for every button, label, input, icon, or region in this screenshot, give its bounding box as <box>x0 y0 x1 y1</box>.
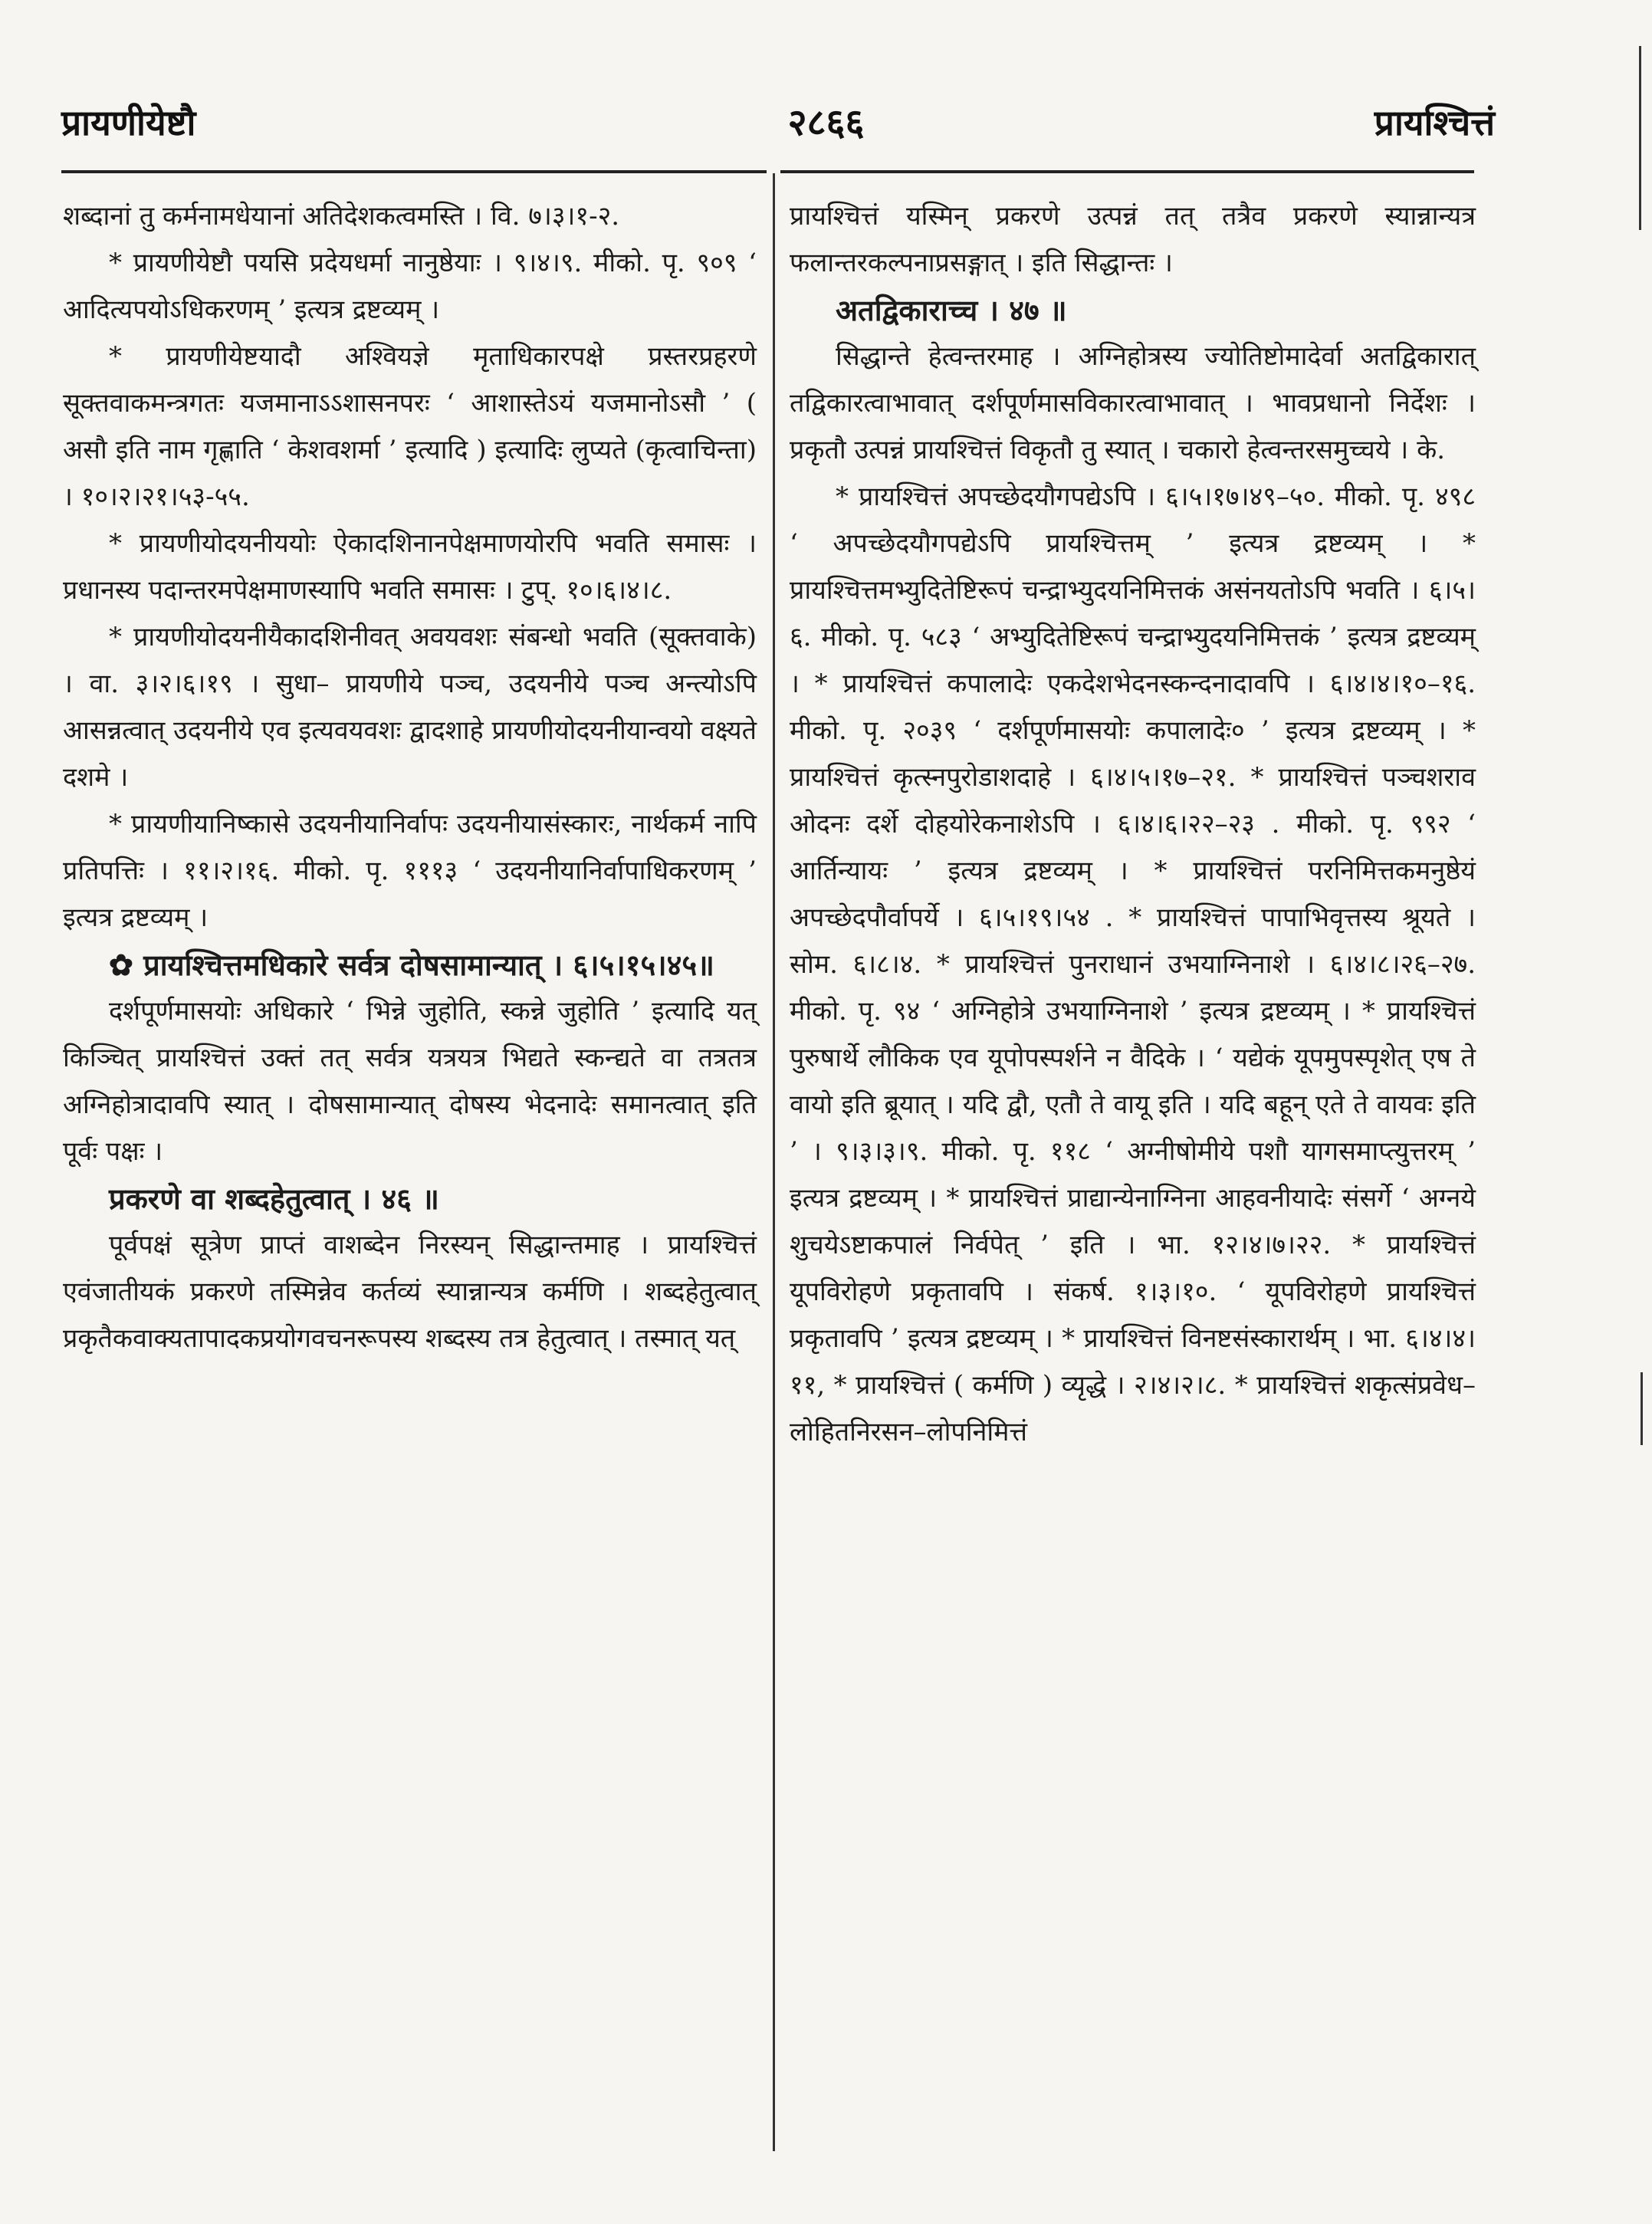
entry-list: * प्रायश्चित्तं अपच्छेदयौगपद्येऽपि । ६।५।१७।४९–५०. मीको. पृ. ४९८ ‘ अपच्छेदयौगपद्येऽपि प्रायश्चित्तम् ’ इत्यत्र द्रष्टव्यम् । * प्रायश्चित्तमभ्युदितेष्टिरूपं चन्द्राभ्युदयनिमित्तकं असंनयतोऽपि भवति । ६।५।६. मीको. पृ. ५८३ ‘ अभ्युदितेष्टिरूपं चन्द्राभ्युदयनिमित्तकं ’ इत्यत्र द्रष्टव्यम् । * प्रायश्चित्तं कपालादेः एकदेशभेदनस्कन्दनादावपि । ६।४।४।१०–१६. मीको. पृ. २०३९ ‘ दर्शपूर्णमासयोः कपालादेः० ’ इत्यत्र द्रष्टव्यम् । * प्रायश्चित्तं कृत्स्नपुरोडाशदाहे । ६।४।५।१७–२१. * प्रायश्चित्तं पञ्चशराव ओदनः दर्शे दोहयोरेकनाशेऽपि । ६।४।६।२२–२३ . मीको. पृ. ९९२ ‘ आर्तिन्यायः ’ इत्यत्र द्रष्टव्यम् । * प्रायश्चित्तं परनिमित्तकमनुष्ठेयं अपच्छेदपौर्वापर्ये । ६।५।१९।५४ . * प्रायश्चित्तं पापाभिवृत्तस्य श्रूयते । सोम. ६।८।४. * प्रायश्चित्तं पुनराधानं उभयाग्निनाशे । ६।४।८।२६–२७. मीको. पृ. ९४ ‘ अग्निहोत्रे उभयाग्निनाशे ’ इत्यत्र द्रष्टव्यम् । * प्रायश्चित्तं पुरुषार्थे लौकिक एव यूपोपस्पर्शने न वैदिके । ‘ यद्येकं यूपमुपस्पृशेत् एष ते वायो इति ब्रूयात् । यदि द्वौ, एतौ ते वायू इति । यदि बहून् एते ते वायवः इति ’ । ९।३।३।९. मीको. पृ. ११८ ‘ अग्नीषोमीये पशौ यागसमाप्त्युत्तरम् ’ इत्यत्र द्रष्टव्यम् । * प्रायश्चित्तं प्राद्यान्येनाग्निना आहवनीयादेः संसर्गे ‘ अग्नये शुचयेऽष्टाकपालं निर्वपेत् ’ इति । भा. १२।४।७।२२. * प्रायश्चित्तं यूपविरोहणे प्रकृतावपि । संकर्ष. १।३।१०. ‘ यूपविरोहणे प्रायश्चित्तं प्रकृतावपि ’ इत्यत्र द्रष्टव्यम् । * प्रायश्चित्तं विनष्टसंस्कारार्थम् । भा. ६।४।४।११, * प्रायश्चित्तं ( कर्मणि ) व्यृद्धे । २।४।२।८. * प्रायश्चित्तं शकृत्संप्रवेध–लोहितनिरसन–लोपनिमित्तं <box>790 481 1476 1447</box>
page-number: २८६६ <box>787 101 865 144</box>
entry: * प्रायणीयेष्टौ पयसि प्रदेयधर्मा नानुष्ठेयाः । ९।४।९. मीको. पृ. ९०९ ‘ आदित्यपयोऽधिकरणम् ’ इत्यत्र द्रष्टव्यम् । <box>63 248 757 325</box>
running-head-left: प्रायणीयेष्टौ <box>61 102 196 143</box>
header-rule-right <box>780 170 1474 173</box>
running-head-right: प्रायश्चित्तं <box>1374 102 1495 143</box>
entry: * प्रायणीयोदयनीयैकादशिनीवत् अवयवशः संबन्धो भवति (सूक्तवाके) । वा. ३।२।६।१९ । सुधा– प्रायणीये पञ्च, उदयनीये पञ्च अन्त्योऽपि आसन्नत्वात् उदयनीये एव इत्यवयवशः द्वादशाहे प्रायणीयोदयनीयान्वयो वक्ष्यते दशमे । <box>63 622 757 793</box>
paragraph: पूर्वपक्षं सूत्रेण प्राप्तं वाशब्देन निरस्यन् सिद्धान्तमाह । प्रायश्चित्तं एवंजातीयकं प्रकरणे तस्मिन्नेव कर्तव्यं स्यान्नान्यत्र कर्मणि । शब्दहेतुत्वात् प्रकृतैकवाक्यतापादकप्रयोगवचनरूपस्य शब्दस्य तत्र हेतुत्वात् । तस्मात् यत् <box>63 1230 757 1354</box>
entry: * प्रायणीयोदयनीययोः ऐकादशिनानपेक्षमाणयोरपि भवति समासः । प्रधानस्य पदान्तरमपेक्षमाणस्यापि भवति समासः । टुप्. १०।६।४।८. <box>63 528 757 606</box>
paragraph: दर्शपूर्णमासयोः अधिकारे ‘ भिन्ने जुहोति, स्कन्ने जुहोति ’ इत्यादि यत् किञ्चित् प्रायश्चित्तं उक्तं तत् सर्वत्र यत्रयत्र भिद्यते स्कन्द्यते वा तत्रतत्र अग्निहोत्रादावपि स्यात् । दोषसामान्यात् दोषस्य भेदनादेः समानत्वात् इति पूर्वः पक्षः । <box>63 996 757 1167</box>
right-column <box>790 193 1476 1456</box>
entry: * प्रायणीयानिष्कासे उदयनीयानिर्वापः उदयनीयासंस्कारः, नार्थकर्म नापि प्रतिपत्तिः । ११।२।१६. मीको. पृ. १११३ ‘ उदयनीयानिर्वापाधिकरणम् ’ इत्यत्र द्रष्टव्यम् । <box>63 809 757 933</box>
header-rule-left <box>61 170 767 173</box>
entry: * प्रायणीयेष्टयादौ अश्वियज्ञे मृताधिकारपक्षे प्रस्तरप्रहरणे सूक्तवाकमन्त्रगतः यजमानाऽऽशासनपरः ‘ आशास्तेऽयं यजमानोऽसौ ’ ( असौ इति नाम गृह्णाति ‘ केशवशर्मा ’ इत्यादि ) इत्यादिः लुप्यते (कृत्वाचिन्ता) । १०।२।२१।५३-५५. <box>63 341 757 512</box>
scan-edge-mark <box>1641 1372 1643 1445</box>
scan-edge-mark <box>1639 46 1641 230</box>
sutra-heading: प्रकरणे वा शब्दहेतुत्वात् । ४६ ॥ <box>109 1181 439 1216</box>
paragraph: प्रायश्चित्तं यस्मिन् प्रकरणे उत्पन्नं तत् तत्रैव प्रकरणे स्यान्नान्यत्र फलान्तरकल्पनाप्रसङ्गात् । इति सिद्धान्तः । <box>790 201 1476 278</box>
sutra-heading: अतद्विकाराच्च । ४७ ॥ <box>836 293 1067 327</box>
paragraph: सिद्धान्ते हेत्वन्तरमाह । अग्निहोत्रस्य ज्योतिष्टोमादेर्वा अतद्विकारात् तद्विकारत्वाभावात् दर्शपूर्णमासविकारत्वाभावात् । भावप्रधानो निर्देशः । प्रकृतौ उत्पन्नं प्रायश्चित्तं विकृतौ तु स्यात् । चकारो हेत्वन्तरसमुच्चये । के. <box>790 341 1476 465</box>
paragraph: शब्दानां तु कर्मनामधेयानां अतिदेशकत्वमस्ति । वि. ७।३।१-२. <box>63 201 620 232</box>
sutra-heading: ✿ प्रायश्चित्तमधिकारे सर्वत्र दोषसामान्यात् । ६।५।१५।४५॥ <box>109 948 714 982</box>
left-column <box>63 193 757 1362</box>
column-divider <box>773 173 775 2151</box>
